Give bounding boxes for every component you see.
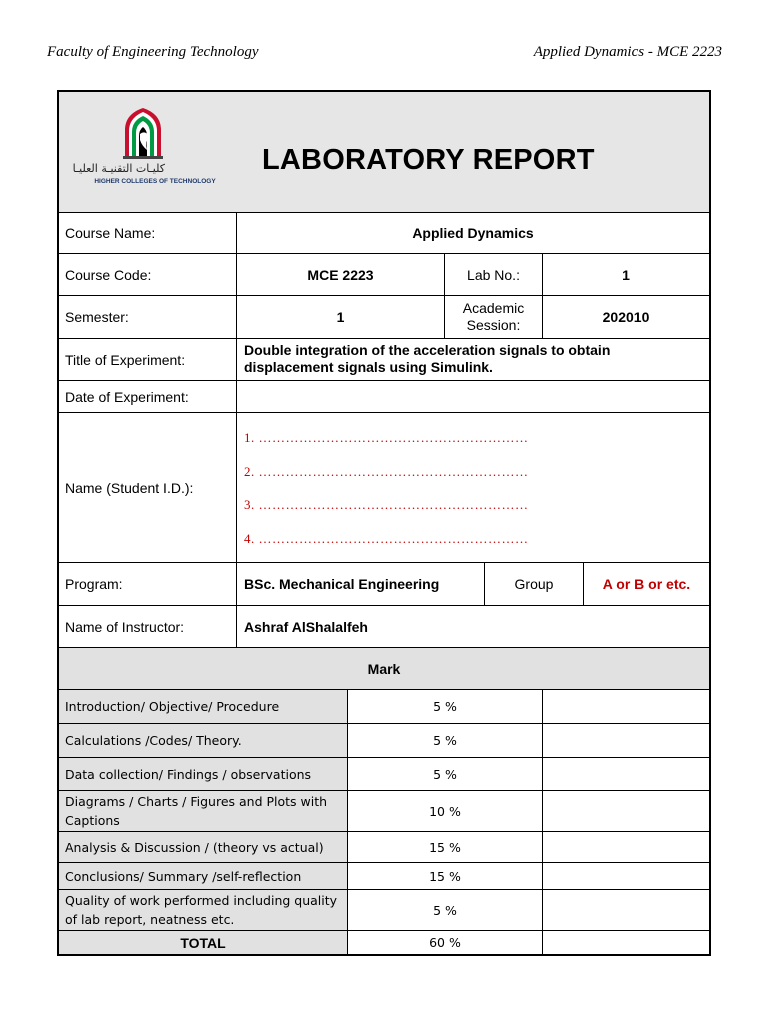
mark-criterion-5: Analysis & Discussion / (theory vs actual) [59,832,348,863]
header-course: Applied Dynamics - MCE 2223 [533,44,722,60]
logo-english-text: HIGHER COLLEGES OF TECHNOLOGY [94,178,216,185]
report-form [57,90,711,956]
mark-score-4[interactable] [543,791,709,832]
academic-session-label-line2: Session: [466,317,521,333]
mark-weight-4: 10 % [348,791,543,832]
mark-criterion-6: Conclusions/ Summary /self-reflection [59,863,348,890]
instructor-value: Ashraf AlShalalfeh [237,606,709,648]
mark-criterion-4-line1: Diagrams / Charts / Figures and Plots with [65,794,328,809]
mark-criterion-1: Introduction/ Objective/ Procedure [59,690,348,724]
mark-score-2[interactable] [543,724,709,758]
mark-weight-1: 5 % [348,690,543,724]
mark-score-3[interactable] [543,758,709,791]
program-value: BSc. Mechanical Engineering [237,563,485,606]
experiment-title-label: Title of Experiment: [59,339,237,381]
mark-criterion-7-line2: of lab report, neatness etc. [65,912,235,927]
total-weight: 60 % [348,931,543,954]
mark-score-1[interactable] [543,690,709,724]
student-name-line-4[interactable]: 4. …………………………………………………… [244,531,529,546]
academic-session-label-line1: Academic [462,300,525,316]
mark-score-5[interactable] [543,832,709,863]
program-label: Program: [59,563,237,606]
mark-score-6[interactable] [543,863,709,890]
names-label: Name (Student I.D.): [59,413,237,563]
mark-criterion-7 [59,890,348,931]
mark-weight-2: 5 % [348,724,543,758]
student-name-line-2[interactable]: 2. …………………………………………………… [244,464,529,479]
logo-arabic-text: كليـات التقنيـة العليـا [72,162,165,175]
mark-heading: Mark [59,648,709,690]
group-label: Group [485,563,584,606]
date-label: Date of Experiment: [59,381,237,413]
student-name-line-1[interactable]: 1. …………………………………………………… [244,430,529,445]
total-score[interactable] [543,931,709,954]
course-name-value: Applied Dynamics [237,212,709,254]
instructor-label: Name of Instructor: [59,606,237,648]
course-code-label: Course Code: [59,254,237,296]
mark-weight-3: 5 % [348,758,543,791]
course-code-value: MCE 2223 [237,254,445,296]
mark-criterion-4-line2: Captions [65,813,120,828]
mark-weight-7: 5 % [348,890,543,931]
total-label: TOTAL [59,931,348,954]
mark-criterion-3: Data collection/ Findings / observations [59,758,348,791]
mark-criterion-2: Calculations /Codes/ Theory. [59,724,348,758]
header-faculty: Faculty of Engineering Technology [47,44,259,60]
lab-no-value: 1 [543,254,709,296]
experiment-title-line2: displacement signals using Simulink. [244,359,493,375]
date-value[interactable] [237,381,709,413]
student-name-line-3[interactable]: 3. …………………………………………………… [244,497,529,512]
academic-session-label [445,296,543,339]
semester-value: 1 [237,296,445,339]
page-title: LABORATORY REPORT [262,144,595,176]
semester-label: Semester: [59,296,237,339]
mark-criterion-4 [59,791,348,832]
group-value: A or B or etc. [584,563,709,606]
experiment-title-value [237,339,709,381]
mark-weight-6: 15 % [348,863,543,890]
mark-weight-5: 15 % [348,832,543,863]
lab-no-label: Lab No.: [445,254,543,296]
course-name-label: Course Name: [59,212,237,254]
mark-criterion-7-line1: Quality of work performed including quality [65,893,338,908]
mark-score-7[interactable] [543,890,709,931]
hct-logo [72,106,225,196]
title-row [59,92,709,213]
experiment-title-line1: Double integration of the acceleration signals to obtain [244,342,611,358]
academic-session-value: 202010 [543,296,709,339]
